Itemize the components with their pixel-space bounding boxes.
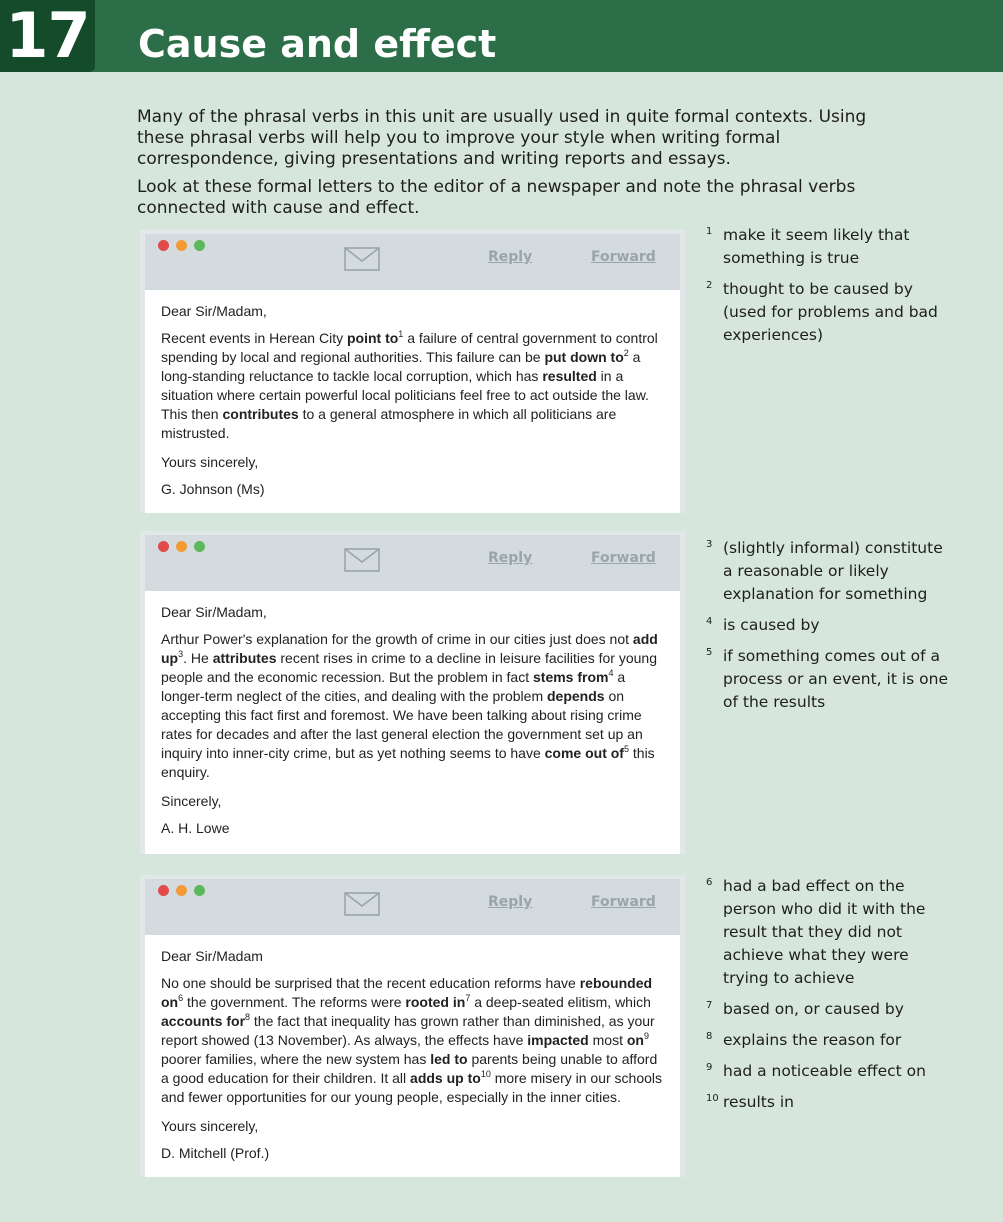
minimize-dot-icon[interactable]	[176, 885, 187, 896]
unit-title: Cause and effect	[138, 22, 497, 66]
glossary-item	[706, 1091, 956, 1114]
letter-paragraph: No one should be surprised that the recent education reforms have rebounded $on^6$ the government. The reforms were rooted $in^7$ a deep-seated elitism, which accounts for$^8$ the fact that inequality has grown rather than diminished, as your report showed (13 November). As always, the effects have impacted most $on^9$ poorer families, where the new system has led to parents being unable to afford a good education for their children. It all adds up $to^{10}$ more misery in our schools and fewer opportunities for our young people, especially in the inner cities.	[161, 975, 663, 1105]
footnote-marker: 3	[178, 649, 184, 659]
glossary-number: 4	[706, 616, 713, 627]
glossary-definition: results in	[723, 1093, 794, 1111]
envelope-icon	[344, 892, 380, 916]
glossary-definition: is caused by	[723, 616, 820, 634]
glossary-group-2	[706, 537, 956, 722]
email-toolbar	[145, 535, 680, 591]
glossary-definition: thought to be caused by (used for problems and bad experiences)	[723, 280, 938, 344]
letter-body	[145, 290, 680, 513]
phrasal-verb: accounts for	[161, 1013, 246, 1029]
glossary-item	[706, 224, 956, 270]
phrasal-verb: point to	[346, 330, 399, 346]
glossary-item	[706, 1060, 956, 1083]
footnote-marker: 10	[480, 1069, 491, 1079]
reply-link[interactable]: Reply	[488, 894, 533, 910]
phrasal-verb: rebounded on	[161, 975, 653, 1010]
letter-signature: A. H. Lowe	[161, 820, 230, 836]
glossary-item	[706, 875, 956, 990]
phrasal-verb: on	[626, 1032, 644, 1048]
glossary-group-3	[706, 875, 956, 1122]
phrasal-verb: impacted	[527, 1032, 589, 1048]
minimize-dot-icon[interactable]	[176, 541, 187, 552]
close-dot-icon[interactable]	[158, 885, 169, 896]
phrasal-verb: adds up to	[410, 1070, 481, 1086]
forward-link[interactable]: Forward	[591, 249, 656, 265]
close-dot-icon[interactable]	[158, 541, 169, 552]
glossary-item	[706, 645, 956, 714]
email-toolbar	[145, 234, 680, 290]
glossary-number: 2	[706, 280, 713, 291]
glossary-number: 9	[706, 1062, 713, 1073]
glossary-number: 1	[706, 226, 713, 237]
maximize-dot-icon[interactable]	[194, 541, 205, 552]
unit-number: 17	[0, 0, 95, 72]
glossary-number: 10	[706, 1093, 719, 1104]
glossary-item	[706, 1029, 956, 1052]
glossary-number: 3	[706, 539, 713, 550]
footnote-marker: 2	[623, 348, 629, 358]
letter-3	[140, 875, 685, 1177]
reply-link[interactable]: Reply	[488, 249, 533, 265]
glossary-item	[706, 537, 956, 606]
glossary-item	[706, 614, 956, 637]
footnote-marker: 4	[608, 668, 614, 678]
close-dot-icon[interactable]	[158, 240, 169, 251]
letter-closing: Yours sincerely,	[161, 1118, 259, 1134]
letter-greeting: Dear Sir/Madam	[161, 948, 263, 964]
forward-link[interactable]: Forward	[591, 894, 656, 910]
minimize-dot-icon[interactable]	[176, 240, 187, 251]
intro-text	[137, 107, 907, 226]
maximize-dot-icon[interactable]	[194, 885, 205, 896]
letter-closing: Sincerely,	[161, 793, 222, 809]
phrasal-verb: contributes	[222, 406, 299, 422]
phrasal-verb: attributes	[212, 650, 277, 666]
letter-body	[145, 591, 680, 854]
forward-link[interactable]: Forward	[591, 550, 656, 566]
letter-1	[140, 230, 685, 513]
envelope-icon	[344, 548, 380, 572]
glossary-number: 5	[706, 647, 713, 658]
glossary-definition: make it seem likely that something is true	[723, 226, 910, 267]
letter-2	[140, 531, 685, 854]
phrasal-verb: add up	[161, 631, 658, 666]
glossary-definition: based on, or caused by	[723, 1000, 904, 1018]
letter-signature: D. Mitchell (Prof.)	[161, 1145, 270, 1161]
phrasal-verb: led to	[430, 1051, 468, 1067]
email-toolbar	[145, 879, 680, 935]
glossary-number: 6	[706, 877, 713, 888]
letter-closing: Yours sincerely,	[161, 454, 259, 470]
unit-header	[0, 0, 1003, 72]
glossary-definition: had a noticeable effect on	[723, 1062, 926, 1080]
phrasal-verb: depends	[547, 688, 605, 704]
footnote-marker: 9	[643, 1031, 649, 1041]
intro-paragraph-1: Many of the phrasal verbs in this unit are usually used in quite formal contexts. Using these phrasal verbs will help you to improve your style when writing formal correspondence, giving presentations and writing reports and essays.	[137, 107, 867, 169]
glossary-definition: had a bad effect on the person who did it with the result that they did not achieve what they were trying to achieve	[723, 877, 926, 987]
footnote-marker: 7	[465, 993, 471, 1003]
glossary-definition: if something comes out of a process or an event, it is one of the results	[723, 647, 948, 711]
glossary-item	[706, 998, 956, 1021]
phrasal-verb: resulted	[542, 368, 597, 384]
envelope-icon	[344, 247, 380, 271]
glossary-item	[706, 278, 956, 347]
footnote-marker: 6	[178, 993, 184, 1003]
glossary-group-1	[706, 224, 956, 355]
letter-body	[145, 935, 680, 1177]
letter-signature: G. Johnson (Ms)	[161, 481, 265, 497]
glossary-number: 8	[706, 1031, 713, 1042]
reply-link[interactable]: Reply	[488, 550, 533, 566]
phrasal-verb: rooted in	[405, 994, 466, 1010]
phrasal-verb: put down to	[544, 349, 624, 365]
footnote-marker: 8	[245, 1012, 251, 1022]
intro-paragraph-2: Look at these formal letters to the editor of a newspaper and note the phrasal verbs connected with cause and effect.	[137, 177, 856, 218]
phrasal-verb: come out of	[544, 745, 624, 761]
letter-greeting: Dear Sir/Madam,	[161, 303, 267, 319]
letter-paragraph: Arthur Power's explanation for the growth of crime in our cities just does not add $up^3$. He attributes recent rises in crime to a decline in leisure facilities for young people and the economic recession. But the problem in fact stems from$^4$ a longer-term neglect of the cities, and dealing with the problem depends on accepting this fact first and foremost. We have been talking about rising crime rates for decades and after the last general election the government set up an inquiry into inner-city crime, but as yet nothing seems to have come out $of^5$ this enquiry.	[161, 631, 658, 780]
letter-greeting: Dear Sir/Madam,	[161, 604, 267, 620]
glossary-definition: (slightly informal) constitute a reasonable or likely explanation for something	[723, 539, 943, 603]
glossary-definition: explains the reason for	[723, 1031, 902, 1049]
footnote-marker: 1	[398, 329, 404, 339]
phrasal-verb: stems from	[533, 669, 609, 685]
glossary-number: 7	[706, 1000, 713, 1011]
maximize-dot-icon[interactable]	[194, 240, 205, 251]
footnote-marker: 5	[623, 744, 629, 754]
letter-paragraph: Recent events in Herean City point $to^1$ a failure of central government to control spending by local and regional authorities. This failure can be put down $to^2$ a long-standing reluctance to tackle local corruption, which has resulted in a situation where certain powerful local politicians feel free to act outside the law. This then contributes to a general atmosphere in which all politicians are mistrusted.	[161, 329, 658, 441]
